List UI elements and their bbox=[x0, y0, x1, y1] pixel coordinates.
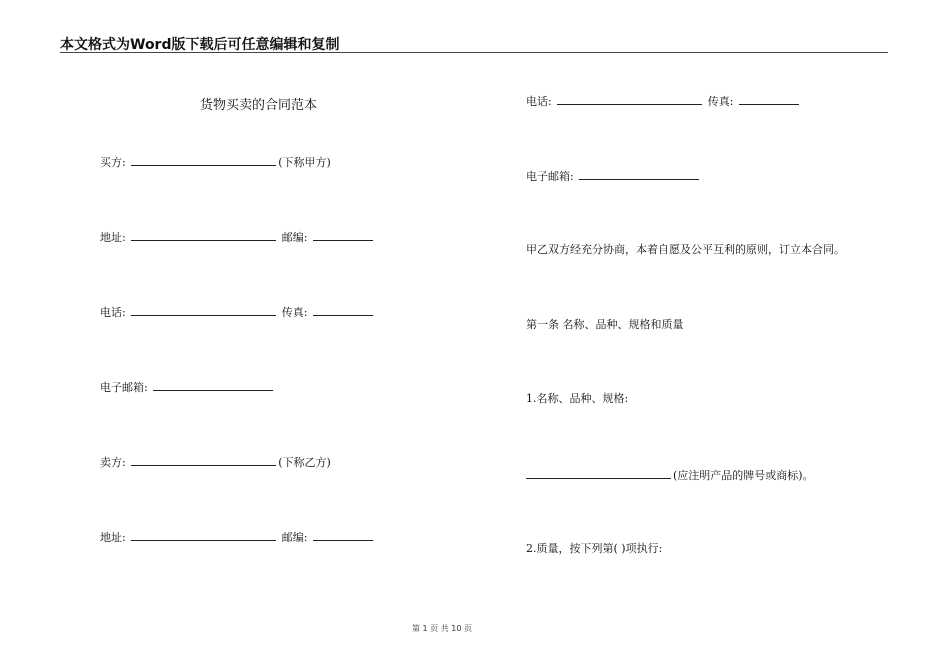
email-label: 电子邮箱: bbox=[100, 381, 148, 394]
buyer-label: 买方: bbox=[100, 156, 126, 169]
fax-blank[interactable] bbox=[313, 304, 373, 316]
document-title: 货物买卖的合同范本 bbox=[200, 98, 318, 113]
postcode2-blank[interactable] bbox=[313, 529, 373, 541]
phone-label: 电话: bbox=[100, 306, 126, 319]
email-blank[interactable] bbox=[153, 379, 273, 391]
postcode-blank[interactable] bbox=[313, 229, 373, 241]
item1-note-line bbox=[524, 467, 814, 483]
postcode2-label: 邮编: bbox=[281, 531, 308, 544]
seller-line bbox=[100, 454, 331, 470]
address2-blank[interactable] bbox=[131, 529, 276, 541]
seller-suffix: (下称乙方) bbox=[278, 456, 331, 469]
fax-label: 传真: bbox=[281, 306, 308, 319]
page-footer: 第 1 页 共 10 页 bbox=[412, 624, 472, 633]
phone2-blank[interactable] bbox=[557, 93, 702, 105]
buyer-phone-line bbox=[100, 304, 375, 320]
seller-phone-line bbox=[526, 93, 801, 109]
address-label: 地址: bbox=[100, 231, 126, 244]
seller-address-line bbox=[100, 529, 375, 545]
article1-heading: 第一条 名称、品种、规格和质量 bbox=[526, 318, 684, 331]
item1-note: (应注明产品的牌号或商标)。 bbox=[673, 469, 814, 482]
postcode-label: 邮编: bbox=[281, 231, 308, 244]
address2-label: 地址: bbox=[100, 531, 126, 544]
seller-blank[interactable] bbox=[131, 454, 276, 466]
fax2-blank[interactable] bbox=[739, 93, 799, 105]
buyer-suffix: (下称甲方) bbox=[278, 156, 331, 169]
email2-blank[interactable] bbox=[579, 168, 699, 180]
header-rule bbox=[60, 52, 888, 53]
item1-text: 1.名称、品种、规格: bbox=[526, 392, 629, 405]
phone2-label: 电话: bbox=[526, 95, 552, 108]
product-brand-blank[interactable] bbox=[526, 467, 671, 479]
phone-blank[interactable] bbox=[131, 304, 276, 316]
agreement-paragraph: 甲乙双方经充分协商，本着自愿及公平互利的原则，订立本合同。 bbox=[526, 243, 845, 256]
item2-text: 2.质量，按下列第( )项执行: bbox=[526, 542, 663, 555]
address-blank[interactable] bbox=[131, 229, 276, 241]
buyer-line bbox=[100, 154, 331, 170]
buyer-blank[interactable] bbox=[131, 154, 276, 166]
buyer-email-line bbox=[100, 379, 275, 395]
email2-label: 电子邮箱: bbox=[526, 170, 574, 183]
buyer-address-line bbox=[100, 229, 375, 245]
seller-email-line bbox=[526, 168, 701, 184]
fax2-label: 传真: bbox=[707, 95, 734, 108]
page-header: 本文格式为Word版下载后可任意编辑和复制 bbox=[60, 37, 340, 53]
seller-label: 卖方: bbox=[100, 456, 126, 469]
